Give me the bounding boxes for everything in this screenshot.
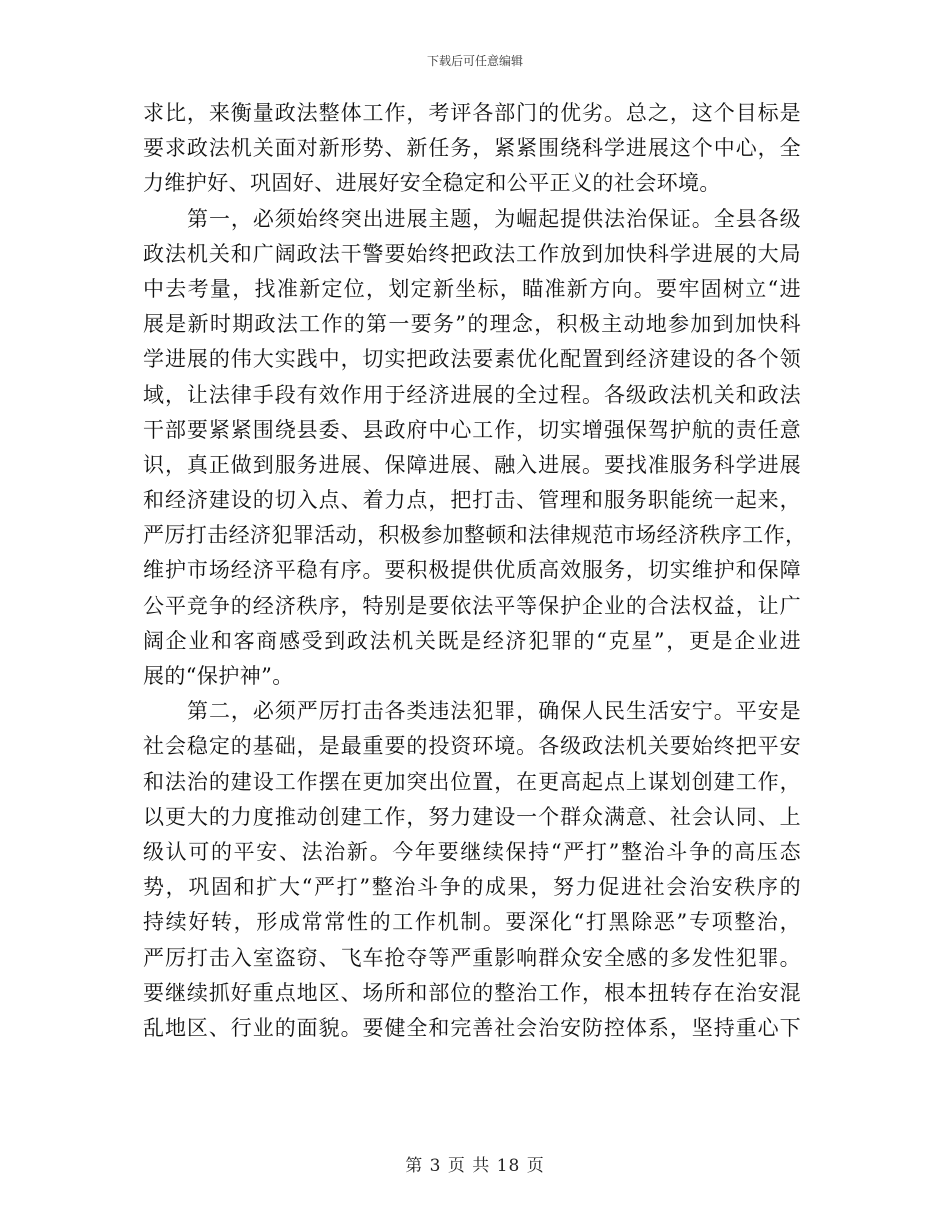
document-body — [143, 96, 807, 1046]
text-line: 识，真正做到服务进展、保障进展、融入进展。要找准服务科学进展 — [143, 452, 801, 477]
text-line: 严厉打击入室盗窃、飞车抢夺等严重影响群众安全感的多发性犯罪。 — [143, 945, 801, 970]
text-line: 干部要紧紧围绕县委、县政府中心工作，切实增强保驾护航的责任意 — [143, 417, 801, 442]
text-line: 求比，来衡量政法整体工作，考评各部门的优劣。总之，这个目标是 — [143, 101, 801, 125]
text-line: 学进展的伟大实践中，切实把政法要素优化配置到经济建设的各个领 — [143, 347, 801, 372]
text-line: 公平竞争的经济秩序，特别是要依法平等保护企业的合法权益，让广 — [143, 593, 801, 618]
text-line: 持续好转，形成常常性的工作机制。要深化“打黑除恶”专项整治， — [143, 910, 801, 935]
paragraph-first-line: 第一，必须始终突出进展主题，为崛起提供法治保证。全县各级 — [187, 206, 801, 231]
text-line: 要继续抓好重点地区、场所和部位的整治工作，根本扭转存在治安混 — [143, 980, 801, 1005]
text-line: 严厉打击经济犯罪活动，积极参加整顿和法律规范市场经济秩序工作， — [143, 523, 807, 548]
text-line: 域，让法律手段有效作用于经济进展的全过程。各级政法机关和政法 — [143, 382, 801, 407]
paragraph-first-line: 第二，必须严厉打击各类违法犯罪，确保人民生活安宁。平安是 — [187, 699, 801, 724]
text-line: 乱地区、行业的面貌。要健全和完善社会治安防控体系，坚持重心下 — [143, 1015, 801, 1040]
text-line: 和法治的建设工作摆在更加突出位置，在更高起点上谋划创建工作， — [143, 769, 801, 794]
text-line: 级认可的平安、法治新。今年要继续保持“严打”整治斗争的高压态 — [143, 839, 801, 864]
page-header: 下载后可任意编辑 — [426, 54, 523, 68]
text-line: 政法机关和广阔政法干警要始终把政法工作放到加快科学进展的大局 — [143, 241, 801, 266]
text-line: 势，巩固和扩大“严打”整治斗争的成果，努力促进社会治安秩序的 — [143, 875, 801, 900]
text-line: 维护市场经济平稳有序。要积极提供优质高效服务，切实维护和保障 — [143, 558, 801, 583]
page-footer: 第 3 页 共 18 页 — [405, 1156, 545, 1176]
text-line: 要求政法机关面对新形势、新任务，紧紧围绕科学进展这个中心，全 — [143, 136, 801, 161]
text-line: 展的“保护神”。 — [143, 664, 294, 688]
text-line: 和经济建设的切入点、着力点，把打击、管理和服务职能统一起来， — [143, 488, 801, 513]
text-line: 社会稳定的基础，是最重要的投资环境。各级政法机关要始终把平安 — [143, 734, 801, 759]
text-line: 展是新时期政法工作的第一要务”的理念，积极主动地参加到加快科 — [143, 312, 801, 337]
text-line: 中去考量，找准新定位，划定新坐标，瞄准新方向。要牢固树立“进 — [143, 276, 801, 301]
text-line: 以更大的力度推动创建工作，努力建设一个群众满意、社会认同、上 — [143, 804, 801, 829]
text-line: 阔企业和客商感受到政法机关既是经济犯罪的“克星”，更是企业进 — [143, 628, 801, 653]
text-line: 力维护好、巩固好、进展好安全稳定和公平正义的社会环境。 — [143, 171, 721, 196]
